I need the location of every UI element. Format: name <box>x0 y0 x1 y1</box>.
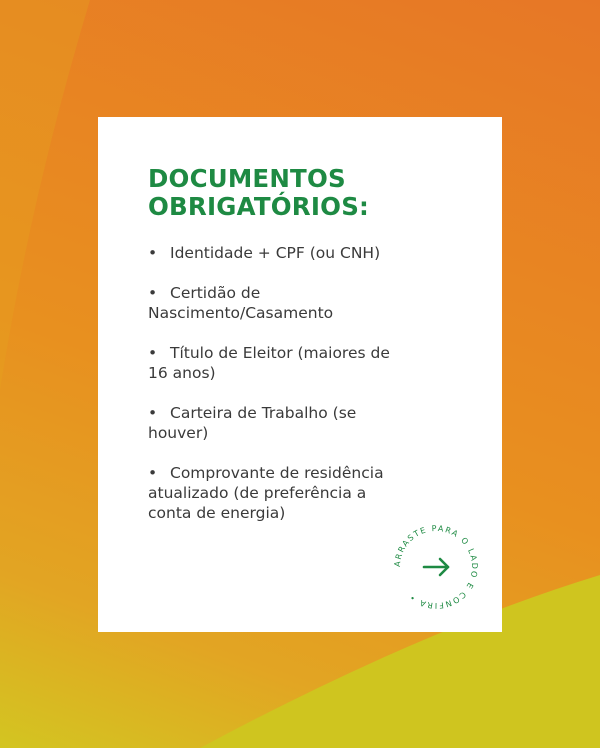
list-item-text: Carteira de Trabalho (se houver) <box>148 404 357 442</box>
bullet: • <box>148 344 158 362</box>
list-item-text: Certidão de Nascimento/Casamento <box>148 284 334 322</box>
list-item-text: Título de Eleitor (maiores de 16 anos) <box>148 344 390 382</box>
arrow-right-icon <box>424 559 448 575</box>
documents-list <box>148 243 410 543</box>
page-title <box>148 165 369 221</box>
title-line-1: DOCUMENTOS <box>148 164 346 193</box>
list-item-text: Identidade + CPF (ou CNH) <box>170 244 381 262</box>
swipe-badge[interactable] <box>391 522 481 612</box>
list-item <box>148 243 410 263</box>
bullet: • <box>148 404 158 422</box>
list-item <box>148 463 410 523</box>
documents-card <box>98 117 502 632</box>
list-item <box>148 283 410 323</box>
list-item <box>148 343 410 383</box>
bullet: • <box>148 244 158 262</box>
bullet: • <box>148 284 158 302</box>
list-item <box>148 403 410 443</box>
title-line-2: OBRIGATÓRIOS: <box>148 192 370 221</box>
bullet: • <box>148 464 158 482</box>
swipe-badge-text: ARRASTE PARA O LADO E CONFIRA • <box>392 523 480 611</box>
list-item-text: Comprovante de residência atualizado (de preferência a conta de energia) <box>148 464 384 522</box>
